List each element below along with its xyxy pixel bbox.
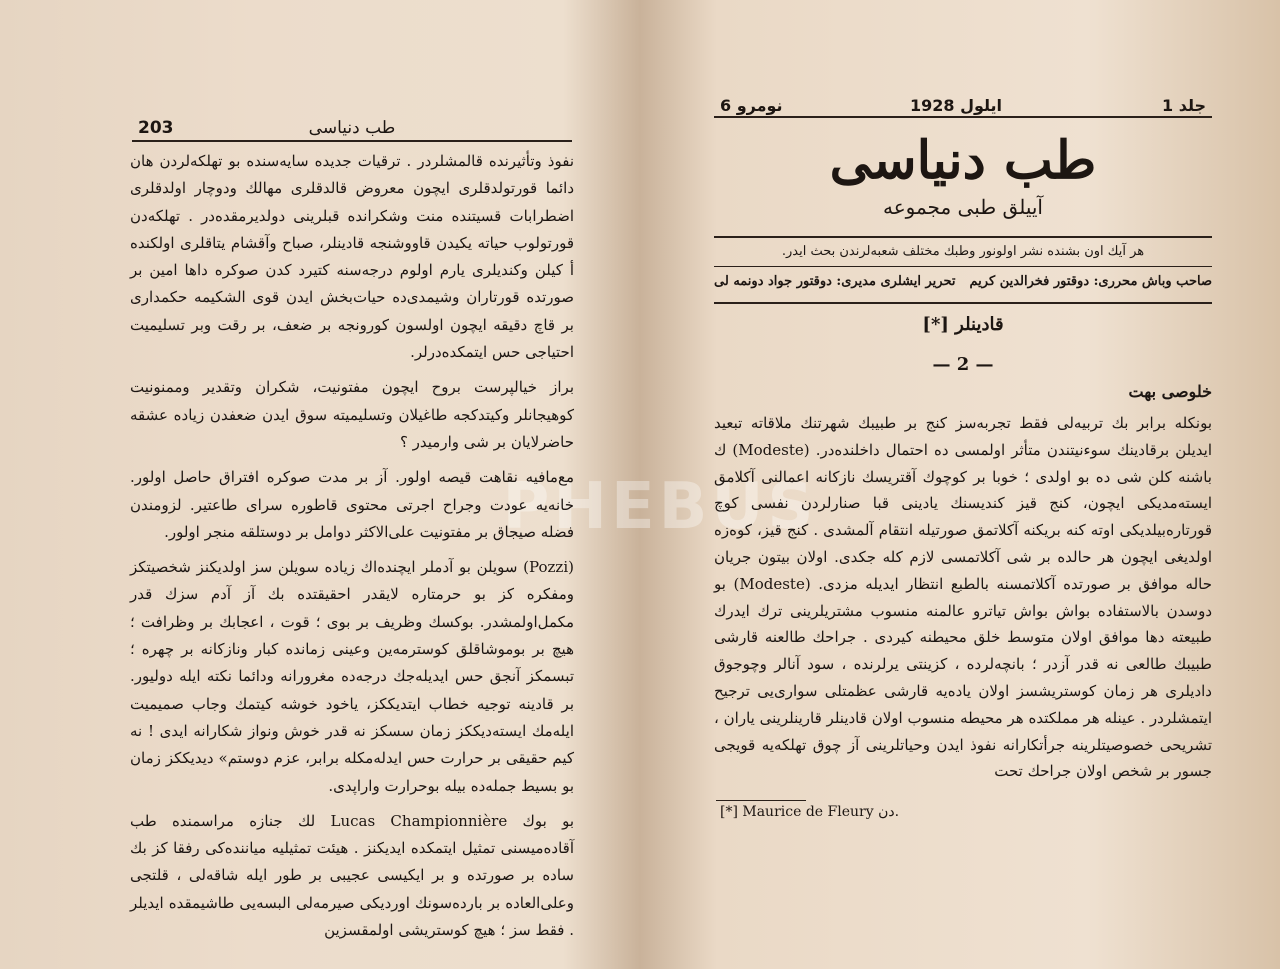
paragraph: مع‌مافیه نقاهت قیصه اولور. آز بر مدت صوکره افتراق حاصل اولور. خانه‌یه عودت وجراح اجرتی محتوی قاطوره سرای طاعتیر. لزومندن فضله صیجاق بر مفتونیت علی‌الاکثر دوامل بر دوستلقه منجر اولور. [130, 468, 574, 541]
article-part: — 2 — [932, 354, 994, 375]
owner-editor: صاحب وباش محرری: دوقتور فخرالدین کریم [969, 274, 1212, 289]
issue-meta [714, 96, 1212, 116]
right-page [644, 0, 1280, 969]
editors-line [714, 274, 1212, 296]
paragraph: (Pozzi) سویلن بو آدملر ایچنده‌اك زیاده سویلن سز اولدیکنز شخصیتکز ومفکره کز بو حرمتاره لایقدر احقیقتده بك آز آدم سزك قدر مکمل‌اولمشدر. بوکسك وظریف بر بوی ؛ قوت ، اعجابك بر وظرافت ؛ هیچ بر بوموشاقلق کوسترمه‌ین وعینی زمانده کبار ونازکانه بر چهره ؛ تبسمکز آنجق حس ایدیله‌جك درجه‌ده مغرورانه ودائما نکته ایله دولیور. بر قادینه توجیه خطاب ایتدیککز، یاخود خوشه کیتمك وجاب صمیمیت ایله‌مك ایسته‌دیککز زمان سسکز نه قدر خوش ونواز شکارانه ایدی ! نه کیم حقیقی بر حرارت حس ایدله‌مکله برابر، عزم دوستم» دیدیککز زمان بو بسیط جمله‌ده بیله بوحرارت واراپدی. [130, 558, 574, 795]
managing-editor: تحریر ایشلری مدیری: دوقتور جواد دونمه لی [714, 274, 956, 289]
left-page-header [132, 118, 572, 142]
footnote: [*] Maurice de Fleury دن. [720, 804, 900, 820]
left-page [0, 0, 636, 969]
journal-description: هر آیك اون بشنده نشر اولونور وطبك مختلف شعبه‌لرندن بحث ایدر. [781, 244, 1145, 259]
paragraph: بونکله برابر بك تربیه‌لی فقط تجربه‌سز کنج بر طبیبك شهرتنك ملاقاته تبعید ایدیلن برقادینك سوءنیتندن متأثر اولمسی ده احتمال داخلنده‌در. (Modeste) ك باشنه کلن شی ده بو اولدی ؛ خوبا بر کوچوك آقتریسك نازکانه اعمالنی آکلامق ایسته‌مدیکی ایچون، کنج قیز کندیسنك یادینی قبا صنارلردن نفسی کوچ قورتاره‌بیلدیکی اوته کنه بریکنه آکلاتمق صورتیله انتقام آلمشدی . کنج قیز، کوه‌زه اولدیغی ایچون هر حالده بر شی آکلاتمسی لازم کله جکدی. اولان بیتون جریان حاله موافق بر صورتده آکلاتمسنه بالطبع انتظار ایدیله مزدی. (Modeste) بو دوسدن بالاستفاده بواش بواش تیاترو عالمنه منسوب مشتریلرینی ترك ایدرك طبیعته دها موافق اولان متوسط خلق محیطنه کیردی . جراحك طالعنه قارشی طبیبك طالعی نه قدر آزدر ؛ بانچه‌لرده ، کزینتی یرلرنده ، سود آنالر وچوجوق دادیلری هر زمان کوستریشسز اولان یاده‌یه قارشی عظمتلی سواری‌یی ترجیح ایتمشلردر . عینله هر مملکتده هر محیطه منسوب اولان قادینلر قارینلرینی یاران ، تشریحی خصوصیتلرینه جرأتکارانه نفوذ ایدن وحیاتلرینی آز چوق تهلکه‌یه قویجی جسور بر شخص اولان جراحك تحت [714, 414, 1212, 781]
divider [714, 116, 1212, 118]
section-heading: خلوصی بهت [1128, 382, 1212, 401]
masthead [714, 130, 1212, 230]
left-page-body [130, 148, 574, 952]
volume-number: جلد 1 [1161, 96, 1206, 115]
paragraph: بو بوك Lucas Championnière لك جنازه مراسمنده طب آقاده‌میسنی تمثیل ایتمکده ایدیکنز . هیئت تمثیلیه میاننده‌کی رفقا کز بك ساده بر صورتده و بر ایکیسی عجیبی بر طور ایله شاقه‌لی ، قلتجی وعلی‌العاده بر بارده‌سونك اوردیکی صیرمه‌لی البسه‌یی طاشیمقده ایدیلر . فقط سز ؛ هیچ کوستریشی اولمقسزین [130, 811, 575, 940]
journal-title: طب دنیاسی [829, 130, 1097, 191]
divider [714, 266, 1212, 267]
divider [714, 236, 1212, 238]
paragraph: نفوذ وتأثیرنده قالمشلردر . ترقیات جدیده سایه‌سنده بو تهلکه‌لردن هان دائما قورتولدقلری ایچون معروض قالدقلری مهالك ودوچار اولدقلری اضطرابات قسیتنده منت وشکرانده قبلرینی دولدیرمقده‌در . تهلکه‌دن قورتولوب حیاته یکیدن قاووشنجه قادینلر، صباح وآقشام یتاقلری اولکنده أ کیلن وکندیلری یارم اولوم درجه‌سنه کتیرد کدن صوکره داها امین بر صورتده قورتاران وشیمدی‌ده حیات‌بخش ایدن قوی الشکیمه حکمداری بر قاچ دقیقه ایچون اولسون کورونجه بر ضعف، بر رقت وبر تسلیمیت احتیاجی حس ایتمکده‌درلر. [130, 152, 574, 362]
page-number: 203 [138, 118, 174, 138]
right-page-body [714, 410, 1212, 785]
running-title: طب دنیاسی [308, 118, 396, 138]
issue-date: ایلول 1928 [910, 96, 1003, 115]
watermark: PHEBUS [502, 470, 818, 544]
footnote-divider [716, 800, 806, 801]
issue-number: نومرو 6 [720, 96, 783, 115]
paragraph: براز خیالپرست بروح ایچون مفتونیت، شکران وتقدیر وممنونیت کوهیجانلر وکیتدکجه طاغیلان وتسلیمیته سوق ایدن ضعفدن زیاده عشقه حاضرلایان بر شی وارمیدر ؟ [130, 378, 574, 451]
divider [714, 302, 1212, 304]
article-title: قادینلر [*] [922, 314, 1004, 335]
journal-subtitle: آییلق طبی مجموعه [883, 195, 1043, 219]
